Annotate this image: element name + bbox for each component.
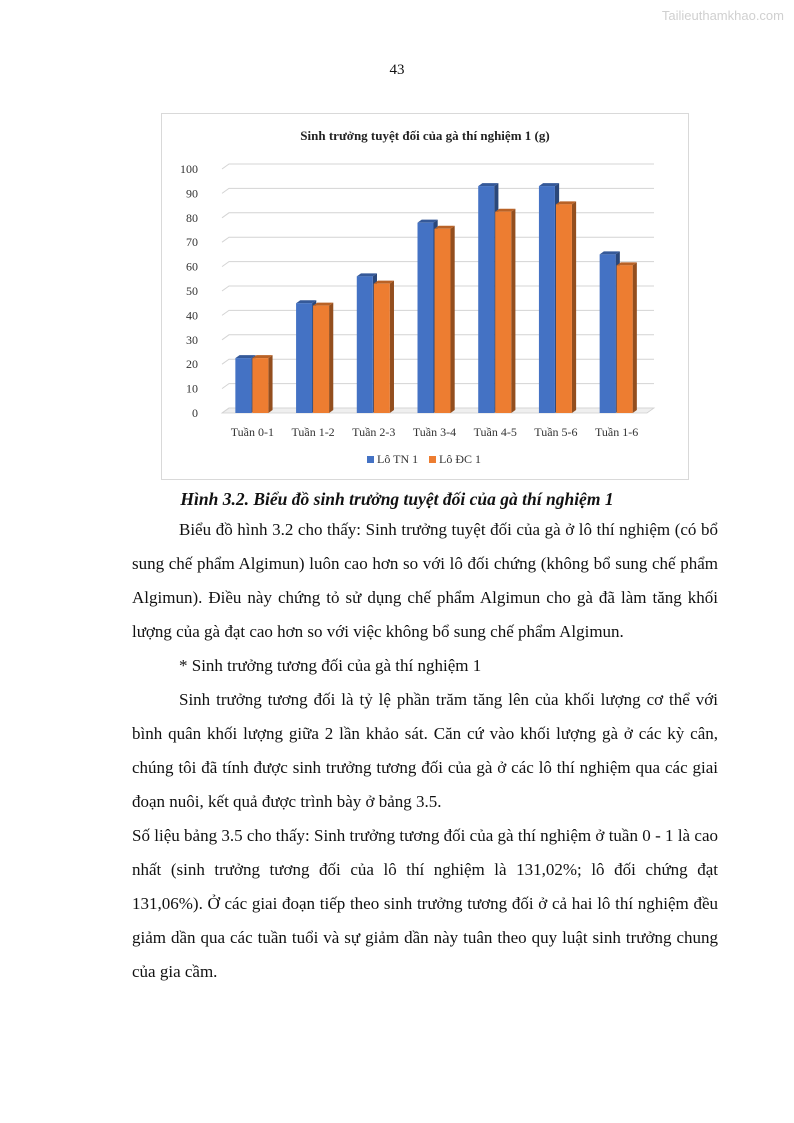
chart-container <box>161 113 689 480</box>
y-tick-label: 10 <box>186 381 198 396</box>
y-tick-label: 50 <box>186 284 198 298</box>
x-tick-label: Tuần 3-4 <box>412 425 457 439</box>
bar <box>556 204 572 413</box>
y-tick-label: 60 <box>186 259 198 274</box>
gridline <box>222 188 654 193</box>
legend-swatch <box>429 456 436 463</box>
gridline <box>222 213 654 218</box>
paragraph-1: Biểu đồ hình 3.2 cho thấy: Sinh trưởng tuyệt đối của gà ở lô thí nghiệm (có bổ sung chế phẩm Algimun) luôn cao hơn so với lô đối chứng (không bổ sung chế phẩm Algimun). Điều này chứng tỏ sử dụng chế phẩm Algimun cho gà đã làm tăng khối lượng của gà đạt cao hơn so với việc không bổ sung chế phẩm Algimun. <box>132 520 718 641</box>
paragraph-3: Số liệu bảng 3.5 cho thấy: Sinh trưởng tương đối của gà thí nghiệm ở tuần 0 - 1 là cao nhất (sinh trưởng tương đối của lô thí nghiệm là 131,02%; lô đối chứng đạt 131,06%). Ở các giai đoạn tiếp theo sinh trưởng tương đối ở cả hai lô thí nghiệm đều giảm dần qua các tuần tuổi và sự giảm dần này tuân theo quy luật sinh trưởng chung của gia cầm. <box>132 826 718 981</box>
body-text <box>132 513 718 989</box>
x-tick-label: Tuần 1-6 <box>595 425 639 439</box>
bar <box>478 186 494 413</box>
x-tick-label: Tuần 2-3 <box>352 425 396 439</box>
page-number: 43 <box>389 62 405 78</box>
watermark: Tailieuthamkhao.com <box>661 8 784 23</box>
bar <box>418 223 434 413</box>
y-tick-label: 100 <box>180 162 198 176</box>
y-tick-label: 0 <box>192 406 198 420</box>
y-tick-label: 20 <box>186 357 198 372</box>
section-heading: * Sinh trưởng tương đối của gà thí nghiệm 1 <box>179 656 482 675</box>
paragraph-2: Sinh trưởng tương đối là tỷ lệ phần trăm tăng lên của khối lượng cơ thể với bình quân khối lượng giữa 2 lần khảo sát. Căn cứ vào khối lượng gà ở các kỳ cân, chúng tôi đã tính được sinh trưởng tương đối của gà ở các lô thí nghiệm qua các giai đoạn nuôi, kết quả được trình bày ở bảng 3.5. <box>132 690 718 811</box>
bar-side <box>633 262 637 413</box>
bar-side <box>268 355 272 413</box>
bar <box>313 306 329 413</box>
legend-label: Lô TN 1 <box>377 452 419 466</box>
bar <box>357 276 373 413</box>
y-tick-label: 70 <box>186 235 198 250</box>
bar <box>600 254 616 413</box>
bar <box>539 186 555 413</box>
bar-side <box>511 209 515 413</box>
bar <box>235 358 251 413</box>
bar-chart <box>162 114 688 479</box>
y-tick-label: 40 <box>186 308 198 323</box>
y-tick-label: 80 <box>186 210 198 225</box>
bar <box>374 284 390 413</box>
legend-swatch <box>367 456 374 463</box>
bar <box>252 358 268 413</box>
bar-side <box>329 303 333 413</box>
legend-label: Lô ĐC 1 <box>439 452 481 466</box>
chart-title: Sinh trưởng tuyệt đối của gà thí nghiệm 1 (g) <box>300 128 550 143</box>
y-tick-label: 30 <box>186 332 198 347</box>
bar <box>617 265 633 413</box>
gridline <box>222 164 654 169</box>
bar-side <box>451 226 455 413</box>
x-tick-label: Tuần 4-5 <box>473 425 517 439</box>
y-tick-label: 90 <box>186 186 198 201</box>
bar <box>495 212 511 413</box>
bar-side <box>572 201 576 413</box>
x-tick-label: Tuần 1-2 <box>291 425 335 439</box>
x-tick-label: Tuần 0-1 <box>230 425 274 439</box>
bar-side <box>390 281 394 413</box>
figure-caption: Hình 3.2. Biểu đồ sinh trưởng tuyệt đối của gà thí nghiệm 1 <box>180 489 614 509</box>
x-tick-label: Tuần 5-6 <box>534 425 578 439</box>
bar <box>296 303 312 413</box>
bar <box>435 229 451 413</box>
